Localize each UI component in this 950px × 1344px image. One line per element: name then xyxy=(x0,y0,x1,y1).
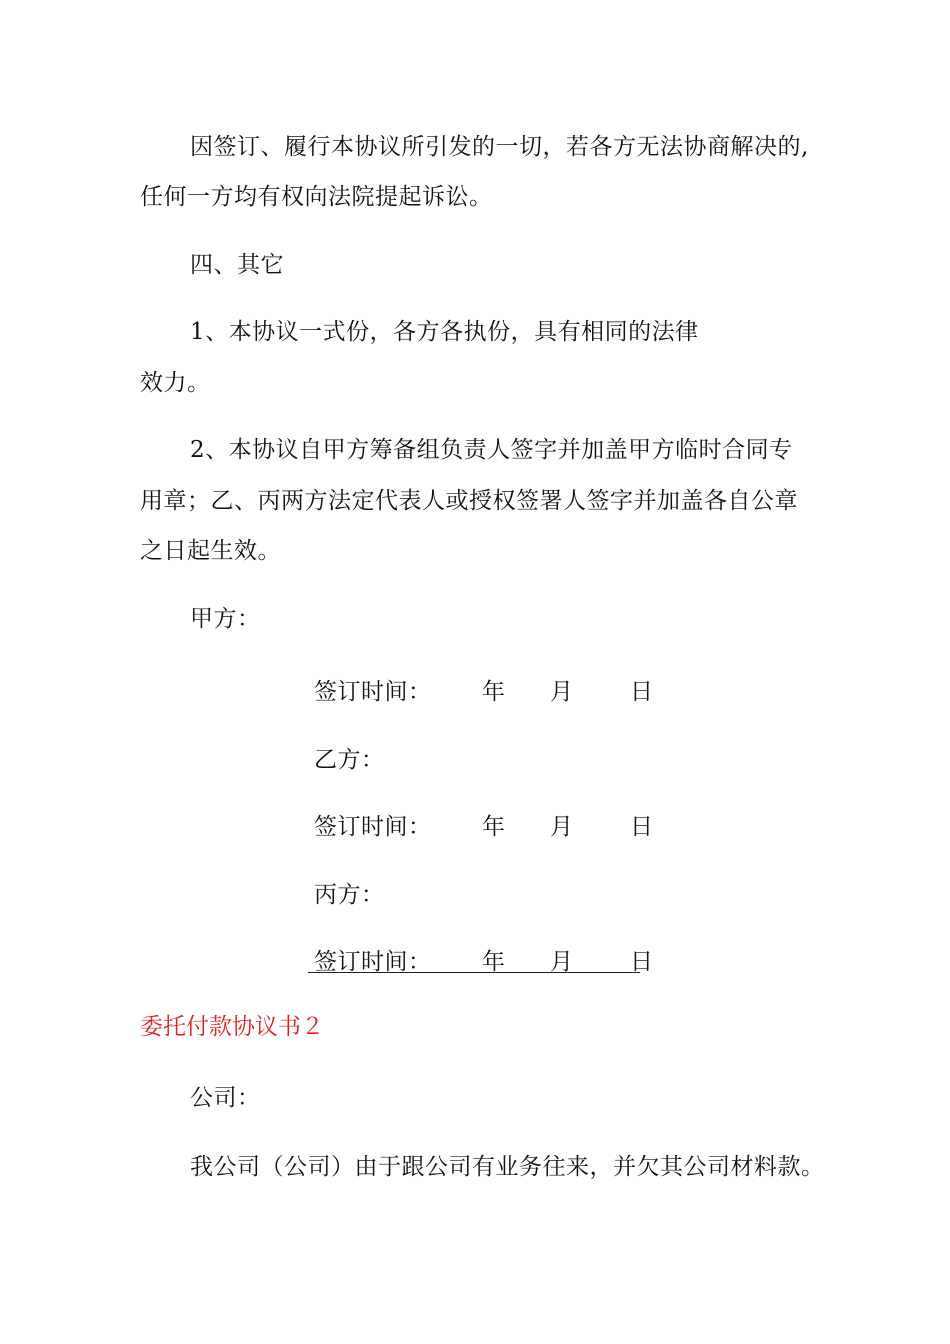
month-label: 月 xyxy=(550,814,574,840)
date-label: 签订时间： xyxy=(314,814,432,840)
body-paragraph-line-1: 我公司（公司）由于跟公司有业务往来，并欠其公司材料款。 xyxy=(190,1154,825,1180)
item1-line-2: 效力。 xyxy=(140,370,211,396)
party-c-label: 丙方： xyxy=(314,882,385,908)
signature-underline xyxy=(308,972,640,973)
item2-line-2: 用章；乙、丙两方法定代表人或授权签署人签字并加盖各自公章 xyxy=(140,488,798,514)
year-label: 年 xyxy=(482,814,506,840)
month-label: 月 xyxy=(550,949,574,975)
year-label: 年 xyxy=(482,679,506,705)
day-label: 日 xyxy=(630,814,654,840)
company-salutation: 公司： xyxy=(190,1085,261,1111)
year-label: 年 xyxy=(482,949,506,975)
dispute-clause-line-1: 因签订、履行本协议所引发的一切，若各方无法协商解决的, xyxy=(190,134,809,160)
month-label: 月 xyxy=(550,679,574,705)
day-label: 日 xyxy=(630,679,654,705)
section-heading-entrusted-payment: 委托付款协议书２ xyxy=(140,1014,324,1040)
item1-line-1: 1、本协议一式份，各方各执份，具有相同的法律 xyxy=(190,319,699,345)
party-a-label: 甲方： xyxy=(190,606,261,632)
party-b-label: 乙方： xyxy=(314,747,385,773)
date-label: 签订时间： xyxy=(314,679,432,705)
day-label: 日 xyxy=(630,949,654,975)
dispute-clause-line-2: 任何一方均有权向法院提起诉讼。 xyxy=(140,184,493,210)
section-title-other: 四、其它 xyxy=(190,252,284,278)
item2-line-1: 2、本协议自甲方筹备组负责人签字并加盖甲方临时合同专 xyxy=(190,437,793,463)
date-label: 签订时间： xyxy=(314,949,432,975)
item2-line-3: 之日起生效。 xyxy=(140,538,281,564)
